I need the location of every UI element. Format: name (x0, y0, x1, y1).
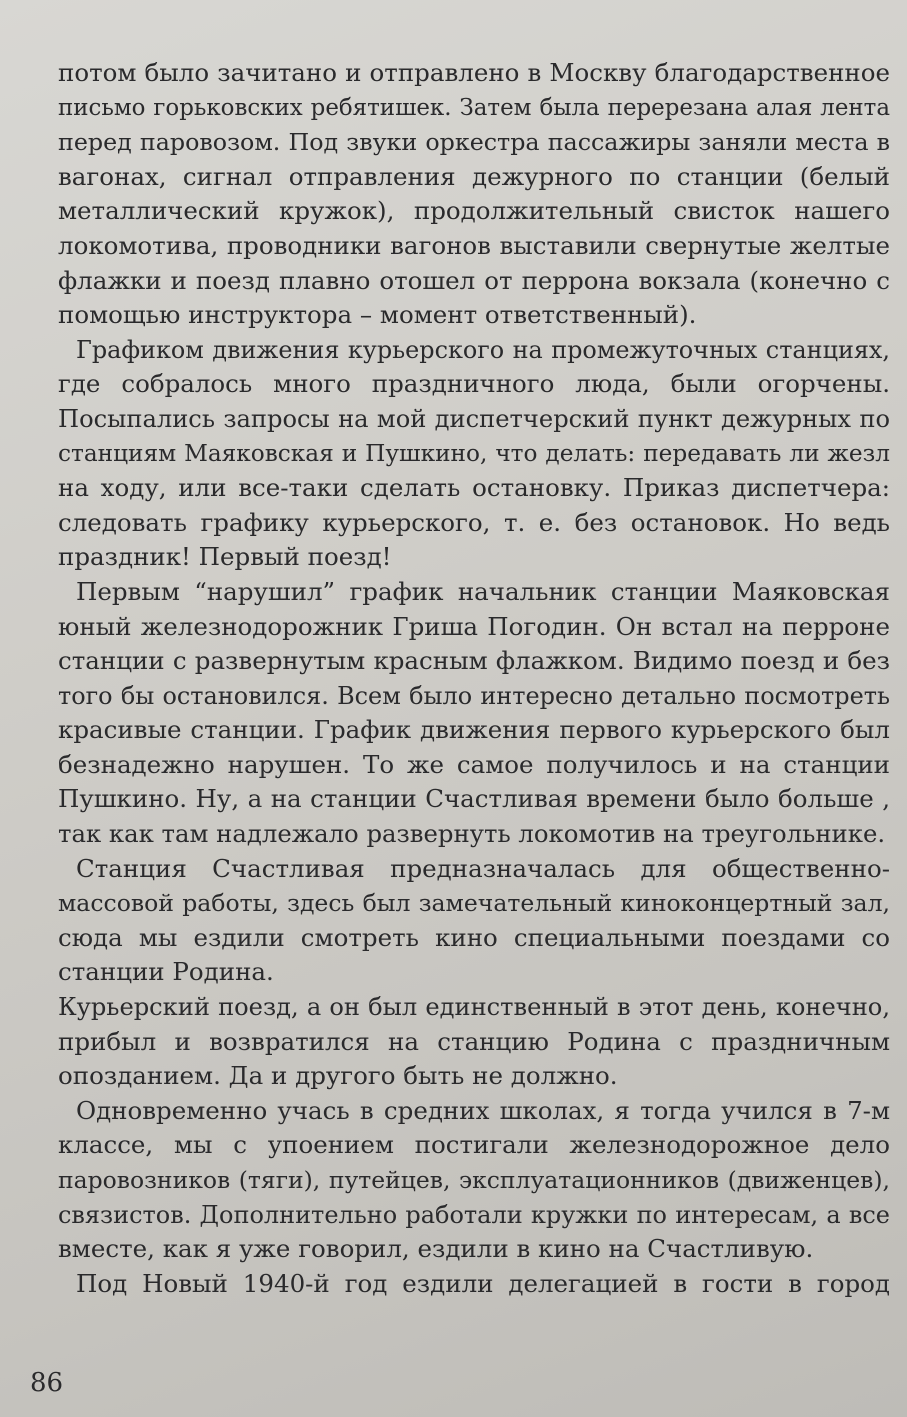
text-line: письмо горьковских ребятишек. Затем была перерезана алая лента (58, 94, 890, 121)
text-line: вагонах, сигнал отправления дежурного по станции (белый (58, 161, 890, 191)
text-line: сюда мы ездили смотреть кино специальными поездами со (58, 922, 890, 952)
text-line: Станция Счастливая предназначалась для общественно- (76, 853, 890, 883)
text-line: следовать графику курьерского, т. е. без остановок. Но ведь (58, 507, 890, 537)
page-number: 86 (30, 1368, 64, 1398)
text-line: металлический кружок), продолжительный свисток нашего (58, 196, 890, 226)
body-text (58, 56, 890, 1301)
text-line: классе, мы с упоением постигали железнодорожное дело (58, 1130, 890, 1160)
text-line: потом было зачитано и отправлено в Москву благодарственное (58, 58, 890, 87)
text-line: на ходу, или все-таки сделать остановку. Приказ диспетчера: (58, 473, 890, 503)
text-line: помощью инструктора – момент ответственный). (58, 300, 697, 330)
text-line: так как там надлежало развернуть локомотив на треугольнике. (58, 819, 886, 849)
text-line: прибыл и возвратился на станцию Родина с праздничным (58, 1026, 890, 1056)
text-line: флажки и поезд плавно отошел от перрона вокзала (конечно с (58, 265, 890, 295)
text-line: юный железнодорожник Гриша Погодин. Он встал на перроне (58, 611, 890, 641)
text-line: массовой работы, здесь был замечательный киноконцертный зал, (58, 889, 890, 918)
text-line: того бы остановился. Всем было интересно детально посмотреть (58, 681, 890, 710)
text-line: Графиком движения курьерского на промежуточных станциях, (76, 335, 890, 364)
text-line: Пушкино. Ну, а на станции Счастливая времени было больше , (58, 784, 890, 814)
text-line: Первым “нарушил” график начальник станции Маяковская (76, 576, 890, 606)
text-line: Одновременно учась в средних школах, я тогда учился в 7-м (76, 1095, 890, 1125)
text-line: локомотива, проводники вагонов выставили свернутые желтые (58, 230, 890, 260)
text-line: станции Родина. (58, 957, 274, 987)
text-line: Под Новый 1940-й год ездили делегацией в гости в город (76, 1268, 890, 1298)
text-line: Посыпались запросы на мой диспетчерский пункт дежурных по (58, 404, 890, 433)
text-line: безнадежно нарушен. То же самое получилось и на станции (58, 749, 890, 779)
text-line: связистов. Дополнительно работали кружки по интересам, а все (58, 1200, 890, 1229)
text-line: станции с развернутым красным флажком. Видимо поезд и без (58, 646, 890, 676)
text-line: перед паровозом. Под звуки оркестра пассажиры заняли места в (58, 128, 890, 157)
text-line: где собралось много праздничного люда, были огорчены. (58, 369, 890, 399)
text-line: Курьерский поезд, а он был единственный в этот день, конечно, (58, 993, 890, 1022)
text-line: станциям Маяковская и Пушкино, что делать: передавать ли жезл (58, 439, 890, 467)
text-line: праздник! Первый поезд! (58, 542, 392, 572)
text-line: паровозников (тяги), путейцев, эксплуатационников (движенцев), (58, 1166, 890, 1194)
text-line: красивые станции. График движения первого курьерского был (58, 715, 890, 745)
text-line: опозданием. Да и другого быть не должно. (58, 1061, 618, 1091)
text-line: вместе, как я уже говорил, ездили в кино на Счастливую. (58, 1234, 814, 1264)
